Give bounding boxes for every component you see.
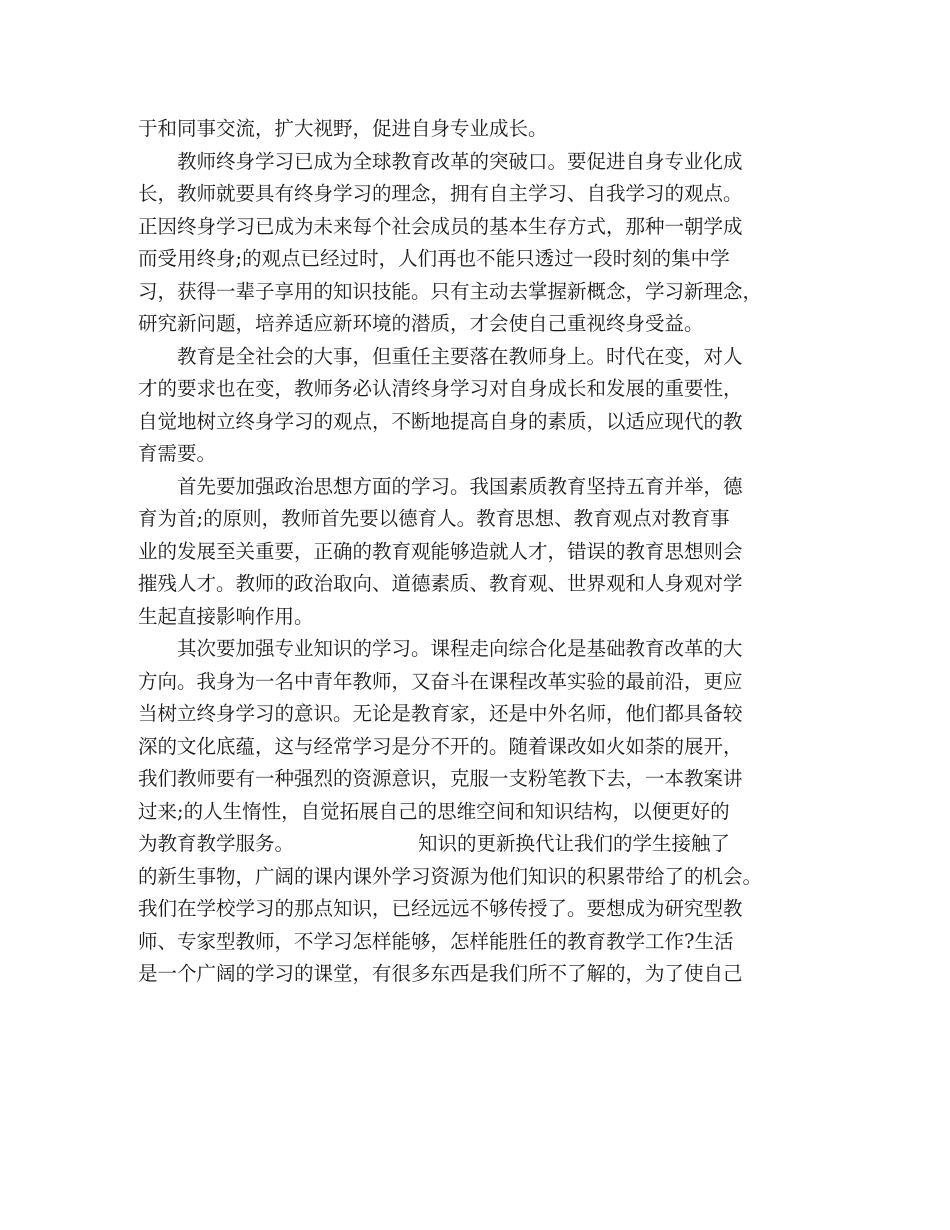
text-line: 业的发展至关重要，正确的教育观能够造就人才，错误的教育思想则会 xyxy=(138,539,743,563)
text-line: 长，教师就要具有终身学习的理念，拥有自主学习、自我学习的观点。 xyxy=(138,182,743,205)
text-line: 我们教师要有一种强烈的资源意识，克服一支粉笔教下去，一本教案讲 xyxy=(138,767,743,790)
text-line: 习，获得一辈子享用的知识技能。只有主动去掌握新概念，学习新理念， xyxy=(138,279,763,303)
text-line: 研究新问题，培养适应新环境的潜质，才会使自己重视终身受益。 xyxy=(138,312,704,335)
text-line: 当树立终身学习的意识。无论是教育家，还是中外名师，他们都具备较 xyxy=(138,702,743,725)
paragraph-start-line: 其次要加强专业知识的学习。课程走向综合化是基础教育改革的大 xyxy=(177,637,743,660)
text-line: 过来;的人生惰性，自觉拓展自己的思维空间和知识结构，以便更好的 xyxy=(138,799,730,823)
text-line: 于和同事交流，扩大视野，促进自身专业成长。 xyxy=(138,117,548,140)
document-body xyxy=(138,113,828,991)
text-line: 的新生事物，广阔的课内课外学习资源为他们知识的积累带给了的机会。 xyxy=(138,864,763,888)
text-line: 摧残人才。教师的政治取向、道德素质、教育观、世界观和人身观对学 xyxy=(138,572,743,595)
text-line: 深的文化底蕴，这与经常学习是分不开的。随着课改如火如荼的展开， xyxy=(138,734,743,758)
paragraph-start-line: 教师终身学习已成为全球教育改革的突破口。要促进自身专业化成 xyxy=(177,149,743,173)
text-line: 是一个广阔的学习的课堂，有很多东西是我们所不了解的，为了使自己 xyxy=(138,962,743,985)
text-line: 我们在学校学习的那点知识，已经远远不够传授了。要想成为研究型教 xyxy=(138,897,743,920)
text-line: 育为首;的原则，教师首先要以德育人。教育思想、教育观点对教育事 xyxy=(138,507,730,530)
paragraph-start-line: 教育是全社会的大事，但重任主要落在教师身上。时代在变，对人 xyxy=(177,344,743,368)
text-line: 自觉地树立终身学习的观点，不断地提高自身的素质，以适应现代的教 xyxy=(138,409,743,433)
paragraph-start-line: 首先要加强政治思想方面的学习。我国素质教育坚持五育并举，德 xyxy=(177,474,743,498)
text-line: 生起直接影响作用。 xyxy=(138,604,314,628)
text-line: 而受用终身;的观点已经过时，人们再也不能只透过一段时刻的集中学 xyxy=(138,247,730,270)
text-line: 师、专家型教师，不学习怎样能够，怎样能胜任的教育教学工作?生活 xyxy=(138,929,734,953)
text-line: 育需要。 xyxy=(138,442,217,465)
text-line: 正因终身学习已成为未来每个社会成员的基本生存方式，那种一朝学成 xyxy=(138,214,743,238)
text-line: 为教育教学服务。 知识的更新换代让我们的学生接触了 xyxy=(138,832,730,855)
text-line: 方向。我身为一名中青年教师，又奋斗在课程改革实验的最前沿，更应 xyxy=(138,669,743,693)
text-line: 才的要求也在变，教师务必认清终身学习对自身成长和发展的重要性， xyxy=(138,377,743,400)
